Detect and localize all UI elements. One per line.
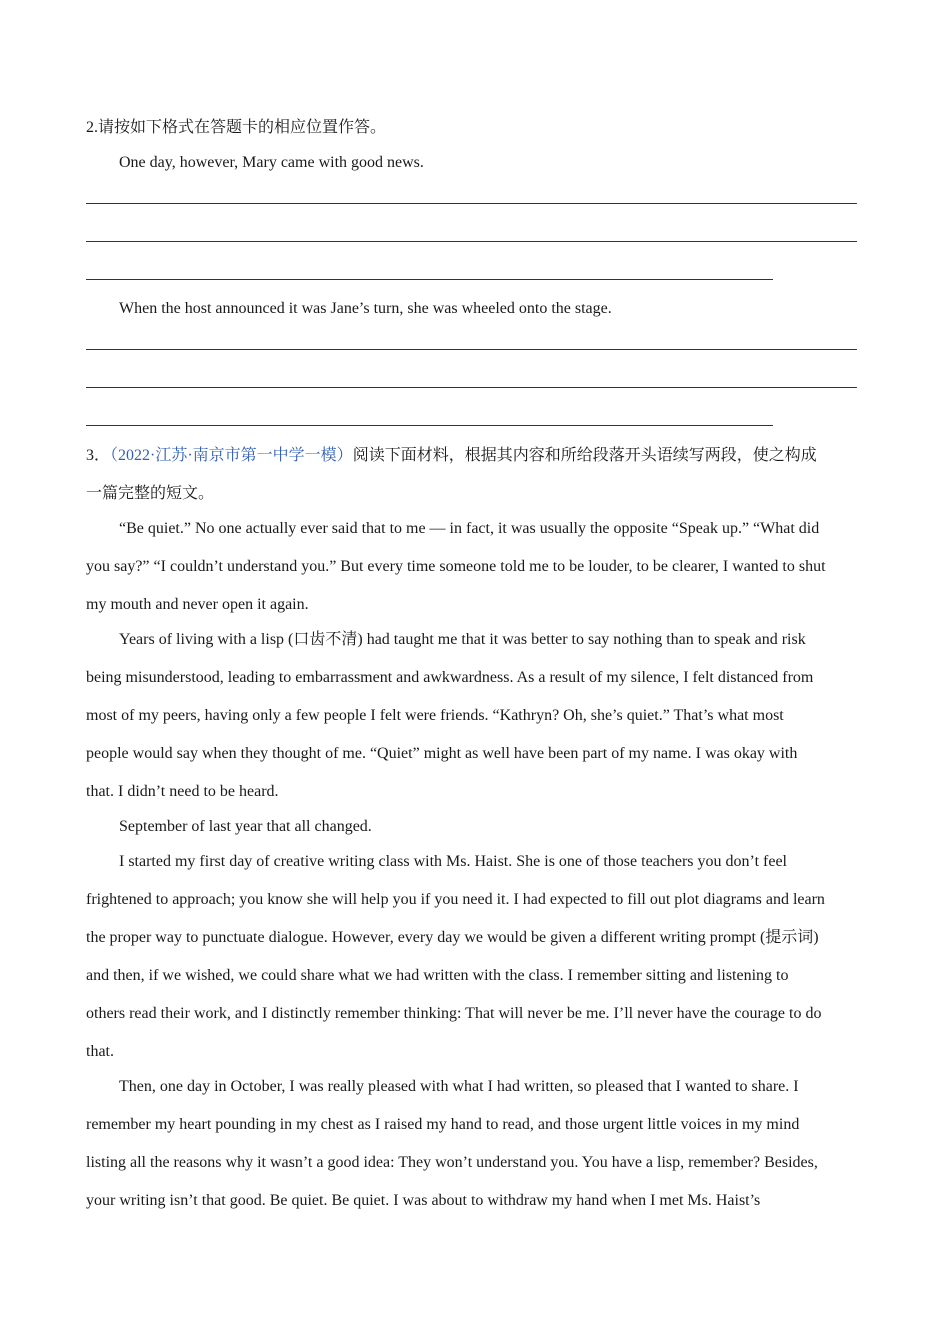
q3-number: 3． — [86, 447, 111, 464]
passage-line: Then, one day in October, I was really pleased with what I had written, so pleased that I wanted to share. I — [119, 1078, 799, 1095]
passage-line: your writing isn’t that good. Be quiet. Be quiet. I was about to withdraw my hand when I met Ms. Haist’s — [86, 1192, 761, 1209]
passage-line: September of last year that all changed. — [119, 818, 372, 835]
passage-line: Years of living with a lisp (口齿不清) had taught me that it was better to say nothing than to speak and risk — [119, 631, 806, 648]
passage-line: being misunderstood, leading to embarrassment and awkwardness. As a result of my silence, I felt distanced from — [86, 669, 814, 686]
passage-line: frightened to approach; you know she will help you if you need it. I had expected to fill out plot diagrams and learn — [86, 891, 825, 908]
passage-line: most of my peers, having only a few people I felt were friends. “Kathryn? Oh, she’s quiet.” That’s what most — [86, 707, 784, 724]
passage-line: the proper way to punctuate dialogue. However, every day we would be given a different writing prompt (提示词) — [86, 929, 819, 946]
answer-line — [86, 203, 857, 204]
answer-line — [86, 279, 773, 280]
q3-header — [86, 446, 817, 466]
passage-line: you say?” “I couldn’t understand you.” But every time someone told me to be louder, to be clearer, I wanted to shut — [86, 558, 826, 575]
passage-line: my mouth and never open it again. — [86, 596, 309, 613]
passage-line: “Be quiet.” No one actually ever said that to me — in fact, it was usually the opposite “Speak up.” “What did — [119, 520, 820, 537]
passage-line: people would say when they thought of me. “Quiet” might as well have been part of my name. I was okay with — [86, 745, 798, 762]
passage-line: remember my heart pounding in my chest as I raised my hand to read, and those urgent little voices in my mind — [86, 1116, 800, 1133]
q2-instruction: 2.请按如下格式在答题卡的相应位置作答。 — [86, 119, 387, 136]
passage-line: listing all the reasons why it wasn’t a good idea: They won’t understand you. You have a lisp, remember? Besides, — [86, 1154, 818, 1171]
answer-line — [86, 241, 857, 242]
passage-line: I started my first day of creative writing class with Ms. Haist. She is one of those teachers you don’t feel — [119, 853, 787, 870]
answer-line — [86, 425, 773, 426]
q2-paragraph1-opening: One day, however, Mary came with good news. — [119, 154, 424, 171]
passage-line: that. I didn’t need to be heard. — [86, 783, 279, 800]
q3-instruction-continued: 一篇完整的短文。 — [86, 485, 215, 502]
q2-paragraph2-opening: When the host announced it was Jane’s turn, she was wheeled onto the stage. — [119, 300, 612, 317]
q3-instruction: 阅读下面材料，根据其内容和所给段落开头语续写两段，使之构成 — [352, 447, 817, 464]
answer-line — [86, 349, 857, 350]
answer-line — [86, 387, 857, 388]
q3-source: （2022·江苏·南京市第一中学一模） — [110, 447, 353, 464]
passage-line: others read their work, and I distinctly remember thinking: That will never be me. I’ll never have the courage to do — [86, 1005, 822, 1022]
passage-line: and then, if we wished, we could share what we had written with the class. I remember sitting and listening to — [86, 967, 789, 984]
passage-line: that. — [86, 1043, 114, 1060]
